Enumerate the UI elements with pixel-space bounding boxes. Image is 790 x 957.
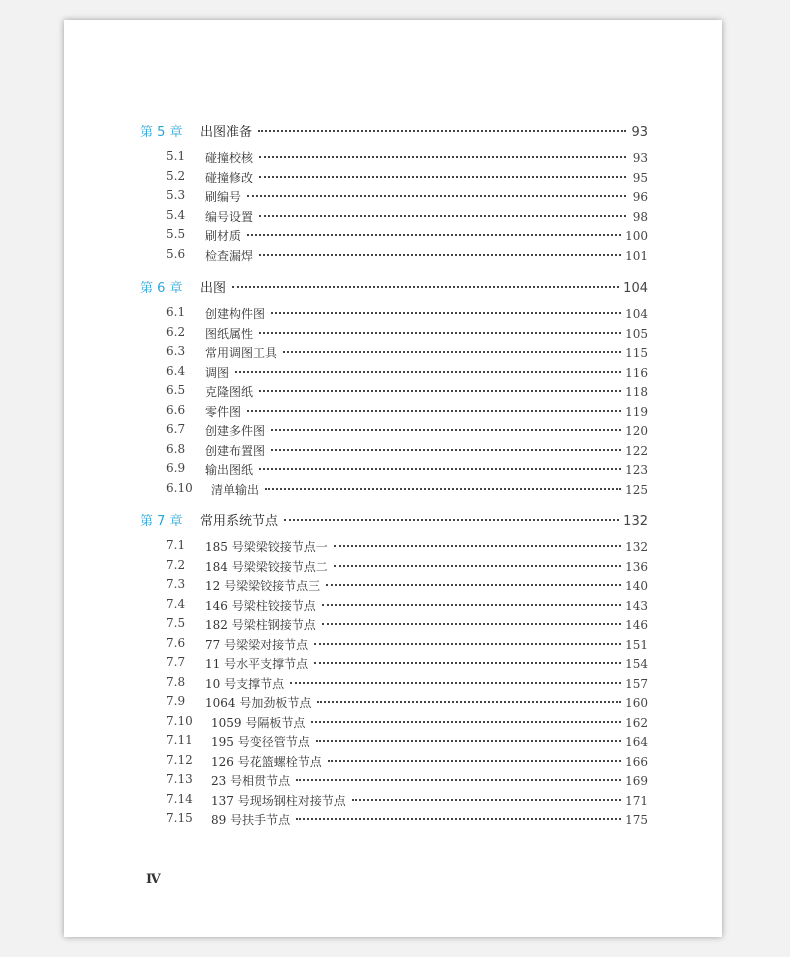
dot-leader [326,584,621,586]
entry-page: 132 [623,514,648,529]
entry-number: 6.9 [166,461,186,475]
dot-leader [259,156,626,158]
toc-section[interactable] [64,149,648,167]
entry-number: 5.5 [166,227,186,241]
toc-section[interactable] [64,597,648,615]
entry-title: 10 号支撑节点 [205,676,285,691]
entry-number: 7.10 [166,713,193,728]
entry-title: 23 号相贯节点 [211,774,291,788]
entry-number: 7.11 [166,733,193,747]
entry-number: 第 6 章 [140,281,183,296]
entry-number: 5.2 [166,168,186,183]
dot-leader [283,351,621,353]
entry-number: 6.7 [166,422,186,436]
toc-section[interactable] [64,538,648,556]
entry-title: 克隆图纸 [205,385,254,399]
entry-page: 136 [625,559,648,574]
entry-number: 7.9 [166,694,186,708]
entry-page: 120 [625,424,648,438]
entry-page: 123 [625,463,648,477]
toc-section[interactable] [64,772,648,790]
dot-leader [317,701,621,703]
toc-section[interactable] [64,344,648,362]
entry-page: 151 [625,637,648,652]
entry-title: 137 号现场钢柱对接节点 [211,793,346,808]
entry-title: 146 号梁柱铰接节点 [205,598,316,613]
entry-title: 图纸属性 [205,326,254,341]
dot-leader [314,643,621,645]
entry-title: 调图 [205,365,230,380]
dot-leader [259,468,621,470]
entry-title: 77 号梁梁对接节点 [205,637,309,652]
toc-section[interactable] [64,753,648,771]
toc-section[interactable] [64,636,648,654]
toc-section[interactable] [64,169,648,187]
entry-page: 125 [625,482,648,497]
toc-section[interactable] [64,792,648,810]
entry-page: 175 [625,813,648,827]
dot-leader [232,286,619,288]
toc-section[interactable] [64,403,648,421]
toc-section[interactable] [64,247,648,265]
entry-title: 1059 号隔板节点 [211,715,306,730]
entry-page: 115 [625,346,648,360]
dot-leader [235,371,621,373]
toc-section[interactable] [64,422,648,440]
toc-section[interactable] [64,558,648,576]
entry-page: 95 [632,170,648,185]
entry-number: 5.4 [166,207,186,222]
page-folio: Ⅳ [146,872,161,887]
entry-title: 碰撞校核 [205,151,254,165]
entry-title: 出图 [200,281,227,296]
entry-number: 5.1 [166,149,186,163]
toc-section[interactable] [64,227,648,245]
entry-page: 122 [625,443,648,458]
dot-leader [322,604,621,606]
entry-page: 104 [623,281,648,296]
entry-title: 182 号梁柱钢接节点 [205,618,316,632]
dot-leader [314,662,621,664]
entry-title: 89 号扶手节点 [211,813,291,827]
entry-number: 6.10 [166,480,193,495]
entry-title: 输出图纸 [205,463,254,477]
dot-leader [271,429,621,431]
entry-title: 创建构件图 [205,307,266,321]
dot-leader [352,799,621,801]
dot-leader [311,721,621,723]
entry-number: 6.3 [166,344,186,358]
dot-leader [290,682,621,684]
dot-leader [296,818,621,820]
entry-page: 157 [625,676,648,691]
entry-number: 第 7 章 [140,514,183,529]
toc-page [64,20,722,937]
toc-chapter[interactable] [64,510,648,528]
entry-page: 164 [625,735,648,749]
dot-leader [259,254,621,256]
entry-number: 5.3 [166,188,186,202]
dot-leader [316,740,621,742]
entry-title: 零件图 [205,404,242,419]
entry-number: 5.6 [166,246,186,261]
entry-number: 6.1 [166,305,186,319]
toc-section[interactable] [64,481,648,499]
entry-page: 143 [625,598,648,613]
entry-page: 140 [625,579,648,593]
dot-leader [322,623,621,625]
dot-leader [259,215,626,217]
toc-section[interactable] [64,383,648,401]
entry-title: 刷材质 [205,229,242,243]
entry-number: 7.4 [166,596,186,611]
entry-title: 184 号梁梁铰接节点二 [205,559,328,574]
entry-title: 碰撞修改 [205,170,254,185]
entry-number: 7.13 [166,772,193,786]
entry-title: 出图准备 [200,125,253,140]
entry-number: 7.7 [166,655,186,669]
entry-title: 1064 号加劲板节点 [205,696,312,710]
dot-leader [259,390,621,392]
dot-leader [259,332,621,334]
dot-leader [271,449,621,451]
entry-number: 7.12 [166,752,193,767]
entry-number: 7.6 [166,635,186,650]
entry-title: 常用系统节点 [200,514,279,529]
entry-page: 116 [625,365,648,380]
entry-page: 100 [625,229,648,243]
toc-section[interactable] [64,305,648,323]
entry-page: 119 [625,404,648,419]
entry-title: 195 号变径管节点 [211,735,310,749]
entry-page: 171 [625,793,648,808]
entry-page: 101 [625,248,648,263]
entry-page: 160 [625,696,648,710]
toc-section[interactable] [64,208,648,226]
dot-leader [271,312,621,314]
entry-number: 6.8 [166,441,186,456]
entry-page: 162 [625,715,648,730]
entry-page: 93 [632,151,648,165]
entry-page: 132 [625,540,648,554]
entry-title: 编号设置 [205,209,254,224]
toc-chapter[interactable] [64,121,648,139]
entry-title: 检查漏焊 [205,248,254,263]
entry-page: 105 [625,326,648,341]
entry-title: 清单输出 [211,482,260,497]
dot-leader [284,519,619,521]
entry-page: 98 [632,209,648,224]
entry-title: 185 号梁梁铰接节点一 [205,540,328,554]
entry-number: 7.5 [166,616,186,630]
dot-leader [265,488,621,490]
toc-section[interactable] [64,811,648,829]
entry-page: 166 [625,754,648,769]
entry-number: 6.2 [166,324,186,339]
entry-number: 7.1 [166,538,186,552]
entry-title: 11 号水平支撑节点 [205,657,309,671]
toc-section[interactable] [64,675,648,693]
entry-page: 118 [625,385,648,399]
toc-chapter[interactable] [64,277,648,295]
entry-number: 6.6 [166,402,186,417]
toc-section[interactable] [64,325,648,343]
toc-section[interactable] [64,694,648,712]
toc-section[interactable] [64,616,648,634]
dot-leader [259,176,626,178]
dot-leader [247,234,621,236]
entry-number: 6.5 [166,383,186,397]
entry-page: 154 [625,657,648,671]
entry-number: 7.3 [166,577,186,591]
dot-leader [334,565,621,567]
entry-page: 169 [625,774,648,788]
toc-section[interactable] [64,655,648,673]
entry-title: 12 号梁梁铰接节点三 [205,579,321,593]
toc-section[interactable] [64,188,648,206]
entry-page: 146 [625,618,648,632]
entry-number: 第 5 章 [140,125,183,140]
entry-title: 126 号花篮螺栓节点 [211,754,322,769]
entry-page: 104 [625,307,648,321]
entry-number: 7.8 [166,674,186,689]
toc-section[interactable] [64,733,648,751]
entry-number: 7.2 [166,557,186,572]
dot-leader [296,779,621,781]
toc-section[interactable] [64,577,648,595]
toc-section[interactable] [64,442,648,460]
entry-number: 7.15 [166,811,193,825]
toc-section[interactable] [64,714,648,732]
entry-title: 刷编号 [205,190,242,204]
dot-leader [247,410,621,412]
entry-title: 创建多件图 [205,424,266,438]
dot-leader [258,130,626,132]
toc-section[interactable] [64,461,648,479]
entry-title: 创建布置图 [205,443,266,458]
entry-title: 常用调图工具 [205,346,278,360]
dot-leader [247,195,626,197]
entry-page: 96 [632,190,648,204]
entry-page: 93 [631,125,648,140]
entry-number: 6.4 [166,363,186,378]
toc-section[interactable] [64,364,648,382]
entry-number: 7.14 [166,791,193,806]
dot-leader [328,760,621,762]
dot-leader [334,545,621,547]
